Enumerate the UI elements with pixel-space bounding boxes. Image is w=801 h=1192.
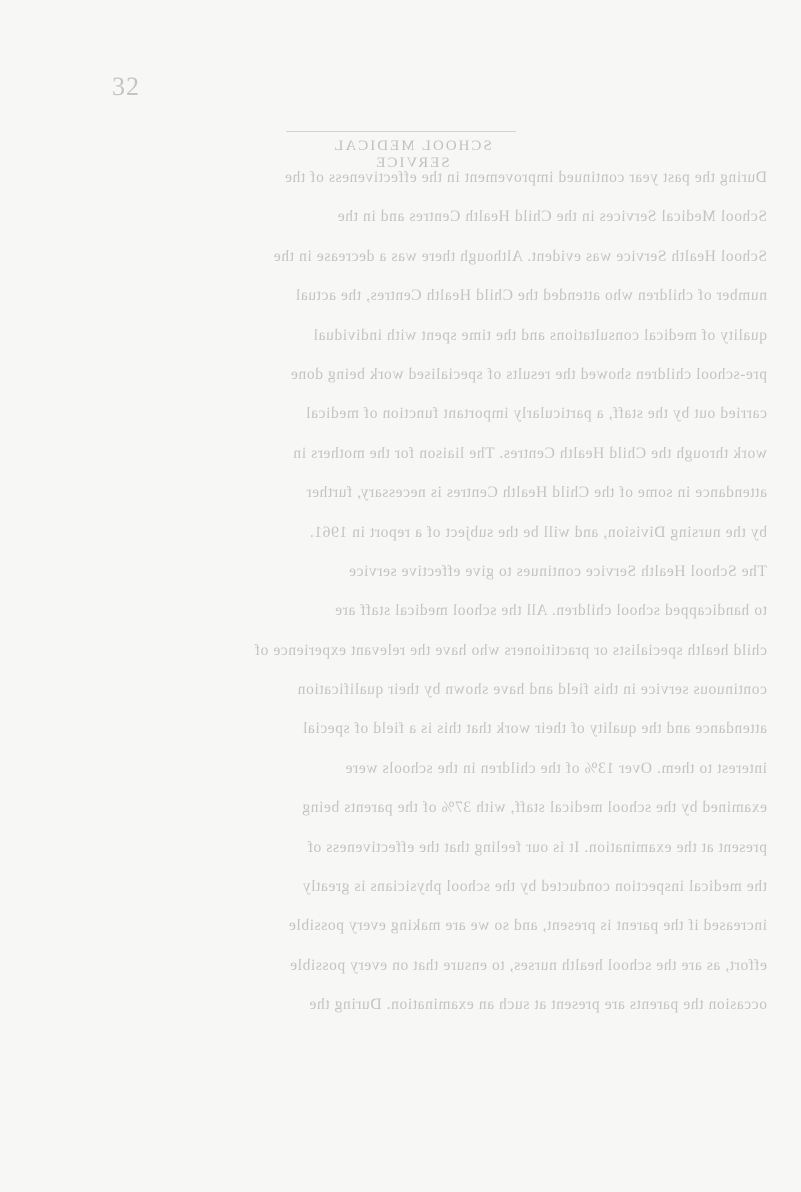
body-line: quality of medical consultations and the time spent with individual: [313, 326, 767, 344]
body-line: present at the examination. It is our feeling that the effectiveness of: [307, 838, 767, 856]
body-line: examined by the school medical staff, with 37% of the parents being: [301, 799, 767, 817]
body-line: effort, as are the school health nurses, to ensure that on every possible: [289, 956, 767, 974]
body-line: to handicapped school children. All the school medical staff are: [334, 602, 767, 620]
body-line: carried out by the staff, a particularly important function of medical: [305, 405, 767, 423]
page-number: 32: [112, 72, 140, 101]
heading-rule: [286, 131, 516, 132]
body-line: School Health Service was evident. Although there was a decrease in the: [273, 247, 767, 265]
body-line: number of children who attended the Child Health Centres, the actual: [295, 287, 767, 305]
body-line: During the past year continued improvement in the effectiveness of the: [284, 169, 767, 186]
body-text: [62, 168, 767, 1035]
body-line: increased if the parent is present, and so we are making every possible: [288, 917, 767, 935]
page-heading: SCHOOL MEDICAL SERVICE: [332, 138, 492, 171]
body-line: the medical inspection conducted by the school physicians is greatly: [302, 878, 767, 896]
body-line: work through the Child Health Centres. The liaison for the mothers in: [292, 444, 767, 462]
body-line: attendance and the quality of their work that this is a field of special: [302, 720, 767, 738]
body-line: School Medical Services in the Child Health Centres and in the: [337, 208, 767, 226]
body-line: continuous service in this field and have shown by their qualification: [297, 681, 767, 699]
body-line: occasion the parents are present at such an examination. During the: [308, 996, 767, 1014]
body-line: by the nursing Division, and will be the subject of a report in 1961.: [309, 523, 767, 541]
body-line: The School Health Service continues to give effective service: [348, 562, 767, 580]
body-line: interest to them. Over 13% of the children in the schools were: [344, 759, 767, 777]
body-line: child health specialists or practitioners who have the relevant experience of: [254, 641, 767, 659]
body-line: pre-school children showed the results of specialised work being done: [290, 365, 767, 383]
body-line: attendance in some of the Child Health Centres is necessary, further: [305, 484, 767, 502]
